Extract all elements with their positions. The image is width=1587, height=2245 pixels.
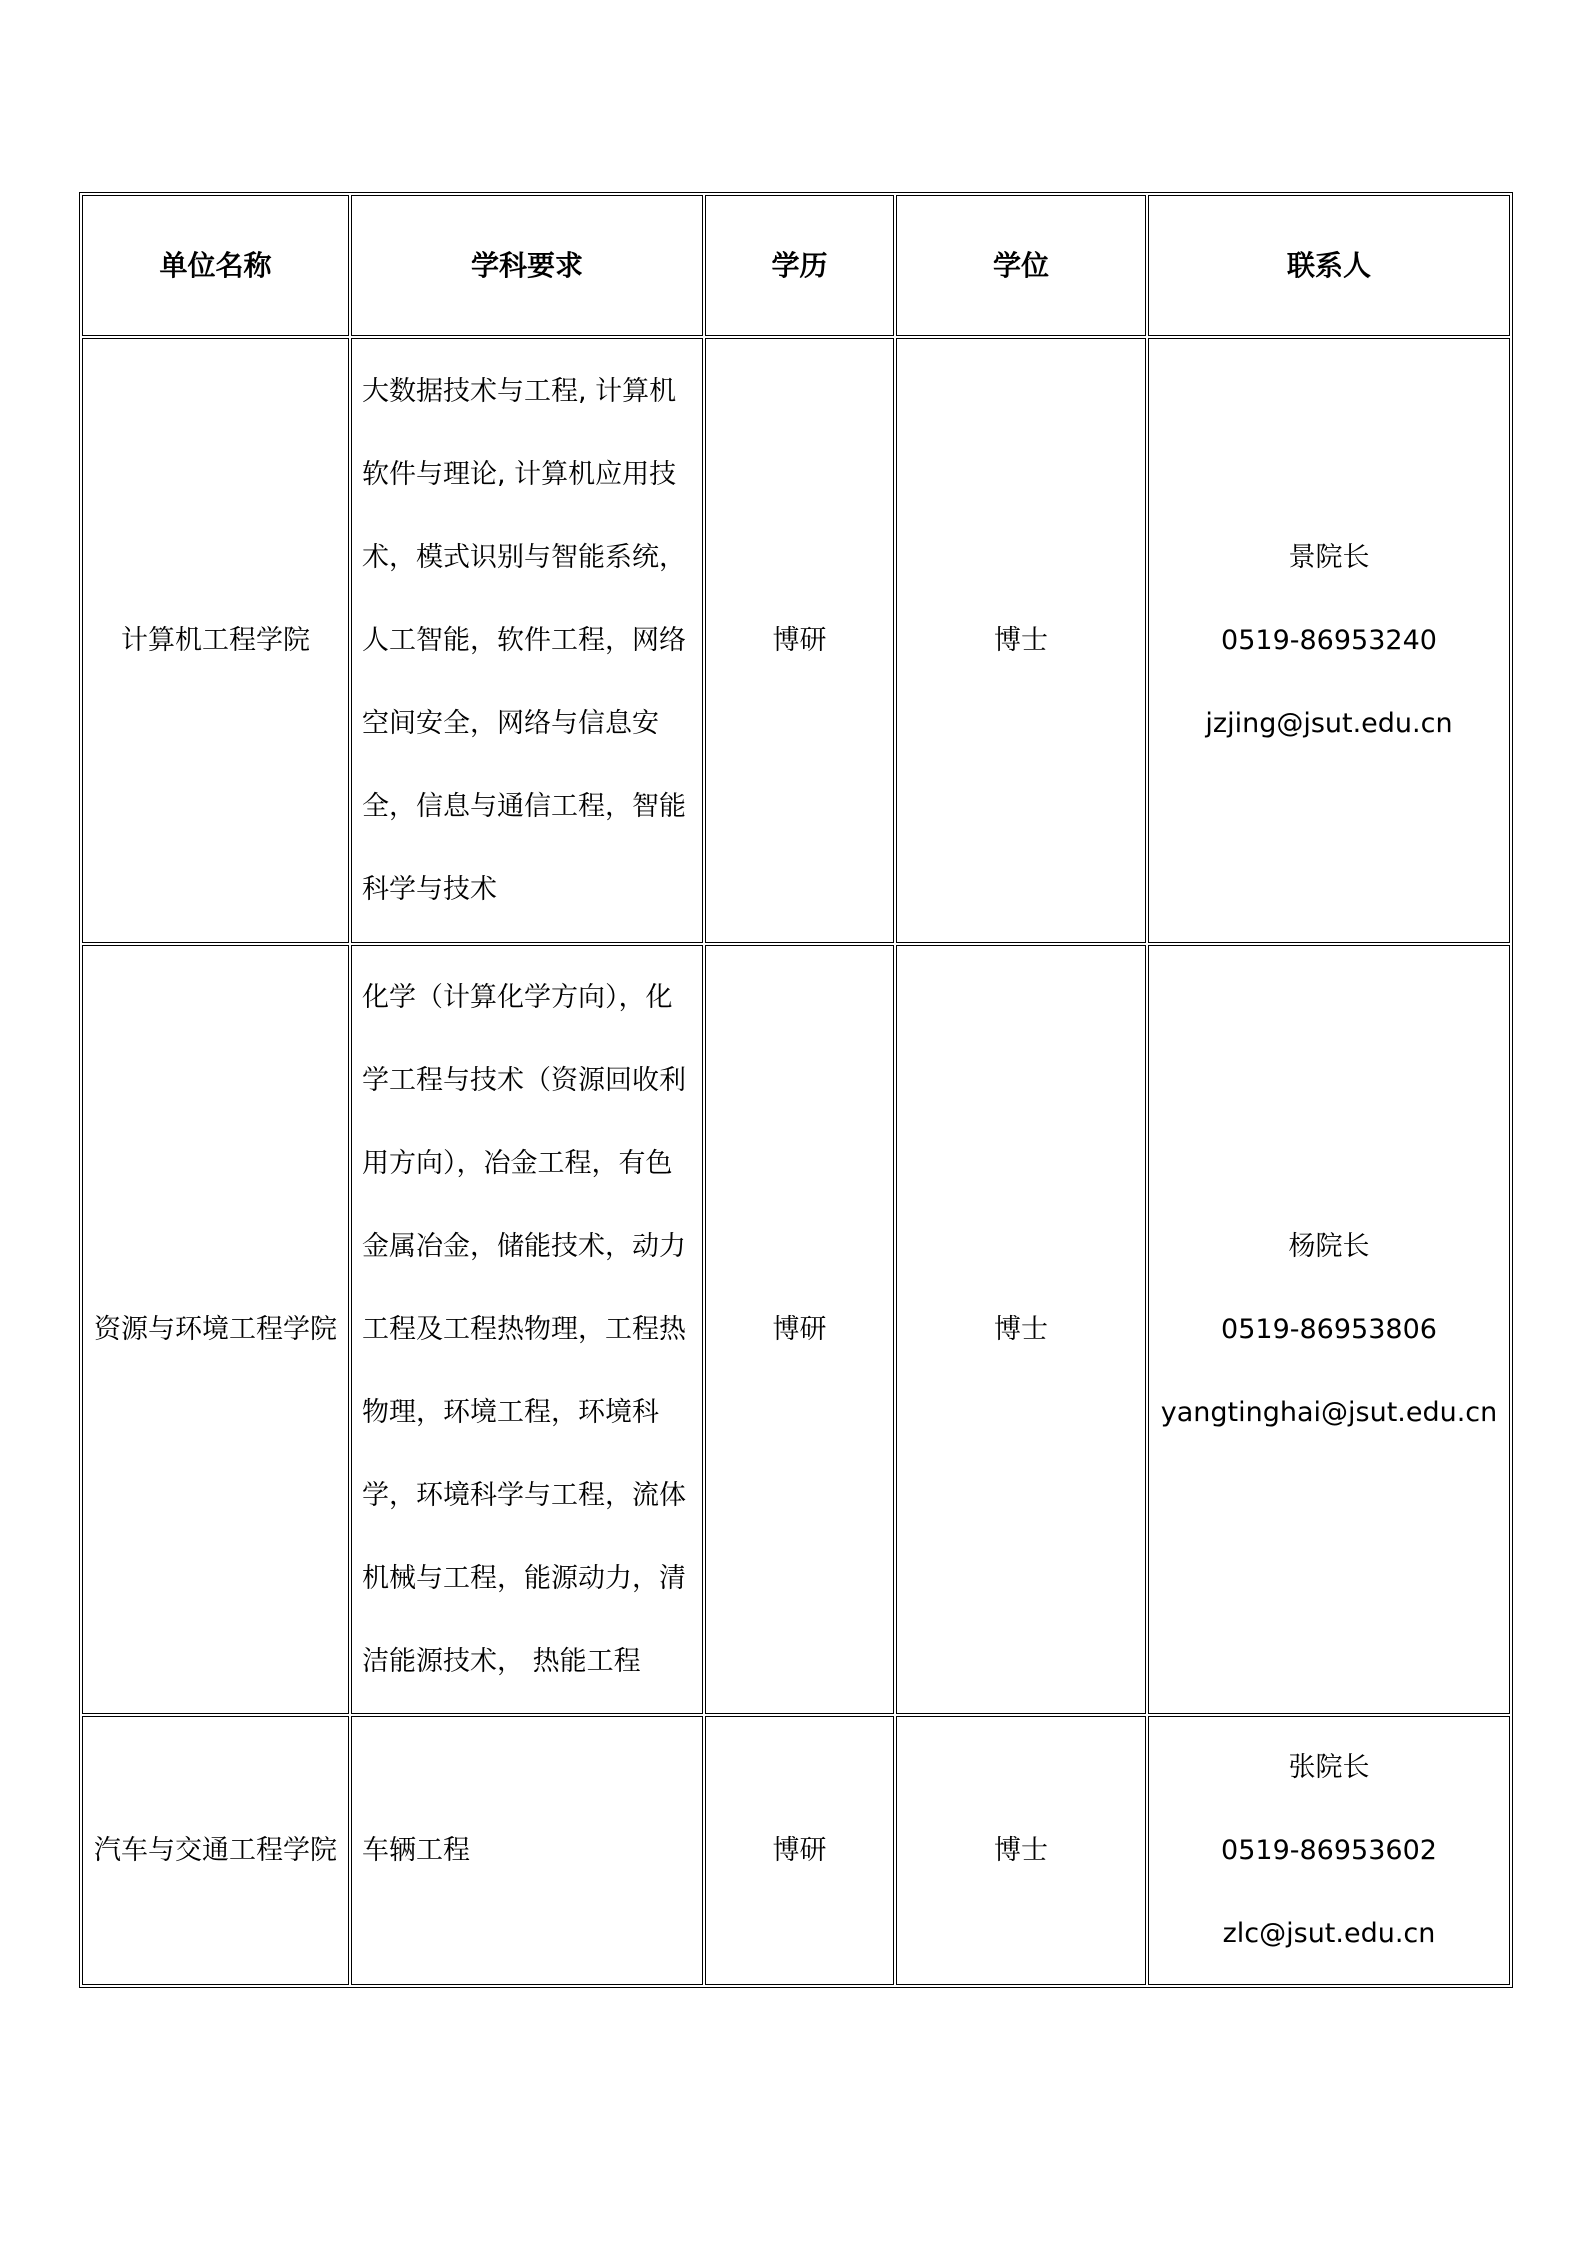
unit-name-cell: 计算机工程学院	[82, 338, 349, 943]
contact-email: jzjing@jsut.edu.cn	[1205, 708, 1453, 739]
contact-email: zlc@jsut.edu.cn	[1222, 1918, 1436, 1949]
header-education: 学历	[705, 195, 894, 336]
subject-requirements-cell: 车辆工程	[351, 1716, 703, 1985]
header-subject-requirements: 学科要求	[351, 195, 703, 336]
contact-phone: 0519-86953240	[1221, 625, 1437, 656]
education-cell: 博研	[705, 1716, 894, 1985]
degree-cell: 博士	[896, 1716, 1146, 1985]
header-degree: 学位	[896, 195, 1146, 336]
unit-name-cell: 汽车与交通工程学院	[82, 1716, 349, 1985]
subject-requirements-cell: 化学（计算化学方向），化学工程与技术（资源回收利用方向），冶金工程，有色金属冶金，储能技术，动力工程及工程热物理，工程热物理，环境工程，环境科学，环境科学与工程，流体机械与工程，能源动力，清洁能源技术， 热能工程	[351, 945, 703, 1714]
subject-requirements-cell: 大数据技术与工程, 计算机软件与理论, 计算机应用技术，模式识别与智能系统，人工智能，软件工程，网络空间安全，网络与信息安全，信息与通信工程，智能科学与技术	[351, 338, 703, 943]
header-contact: 联系人	[1148, 195, 1510, 336]
table-header-row	[82, 195, 1510, 336]
contact-cell	[1148, 338, 1510, 943]
education-cell: 博研	[705, 338, 894, 943]
contact-cell	[1148, 1716, 1510, 1985]
degree-cell: 博士	[896, 945, 1146, 1714]
table-row	[82, 945, 1510, 1714]
recruitment-table	[79, 192, 1513, 1988]
contact-phone: 0519-86953806	[1221, 1314, 1437, 1345]
contact-name: 张院长	[1288, 1752, 1370, 1783]
contact-name: 景院长	[1288, 542, 1370, 573]
unit-name-cell: 资源与环境工程学院	[82, 945, 349, 1714]
degree-cell: 博士	[896, 338, 1146, 943]
header-unit-name: 单位名称	[82, 195, 349, 336]
education-cell: 博研	[705, 945, 894, 1714]
contact-email: yangtinghai@jsut.edu.cn	[1160, 1397, 1498, 1428]
contact-phone: 0519-86953602	[1221, 1835, 1437, 1866]
contact-cell	[1148, 945, 1510, 1714]
table-row	[82, 338, 1510, 943]
contact-name: 杨院长	[1288, 1231, 1370, 1262]
table-row	[82, 1716, 1510, 1985]
